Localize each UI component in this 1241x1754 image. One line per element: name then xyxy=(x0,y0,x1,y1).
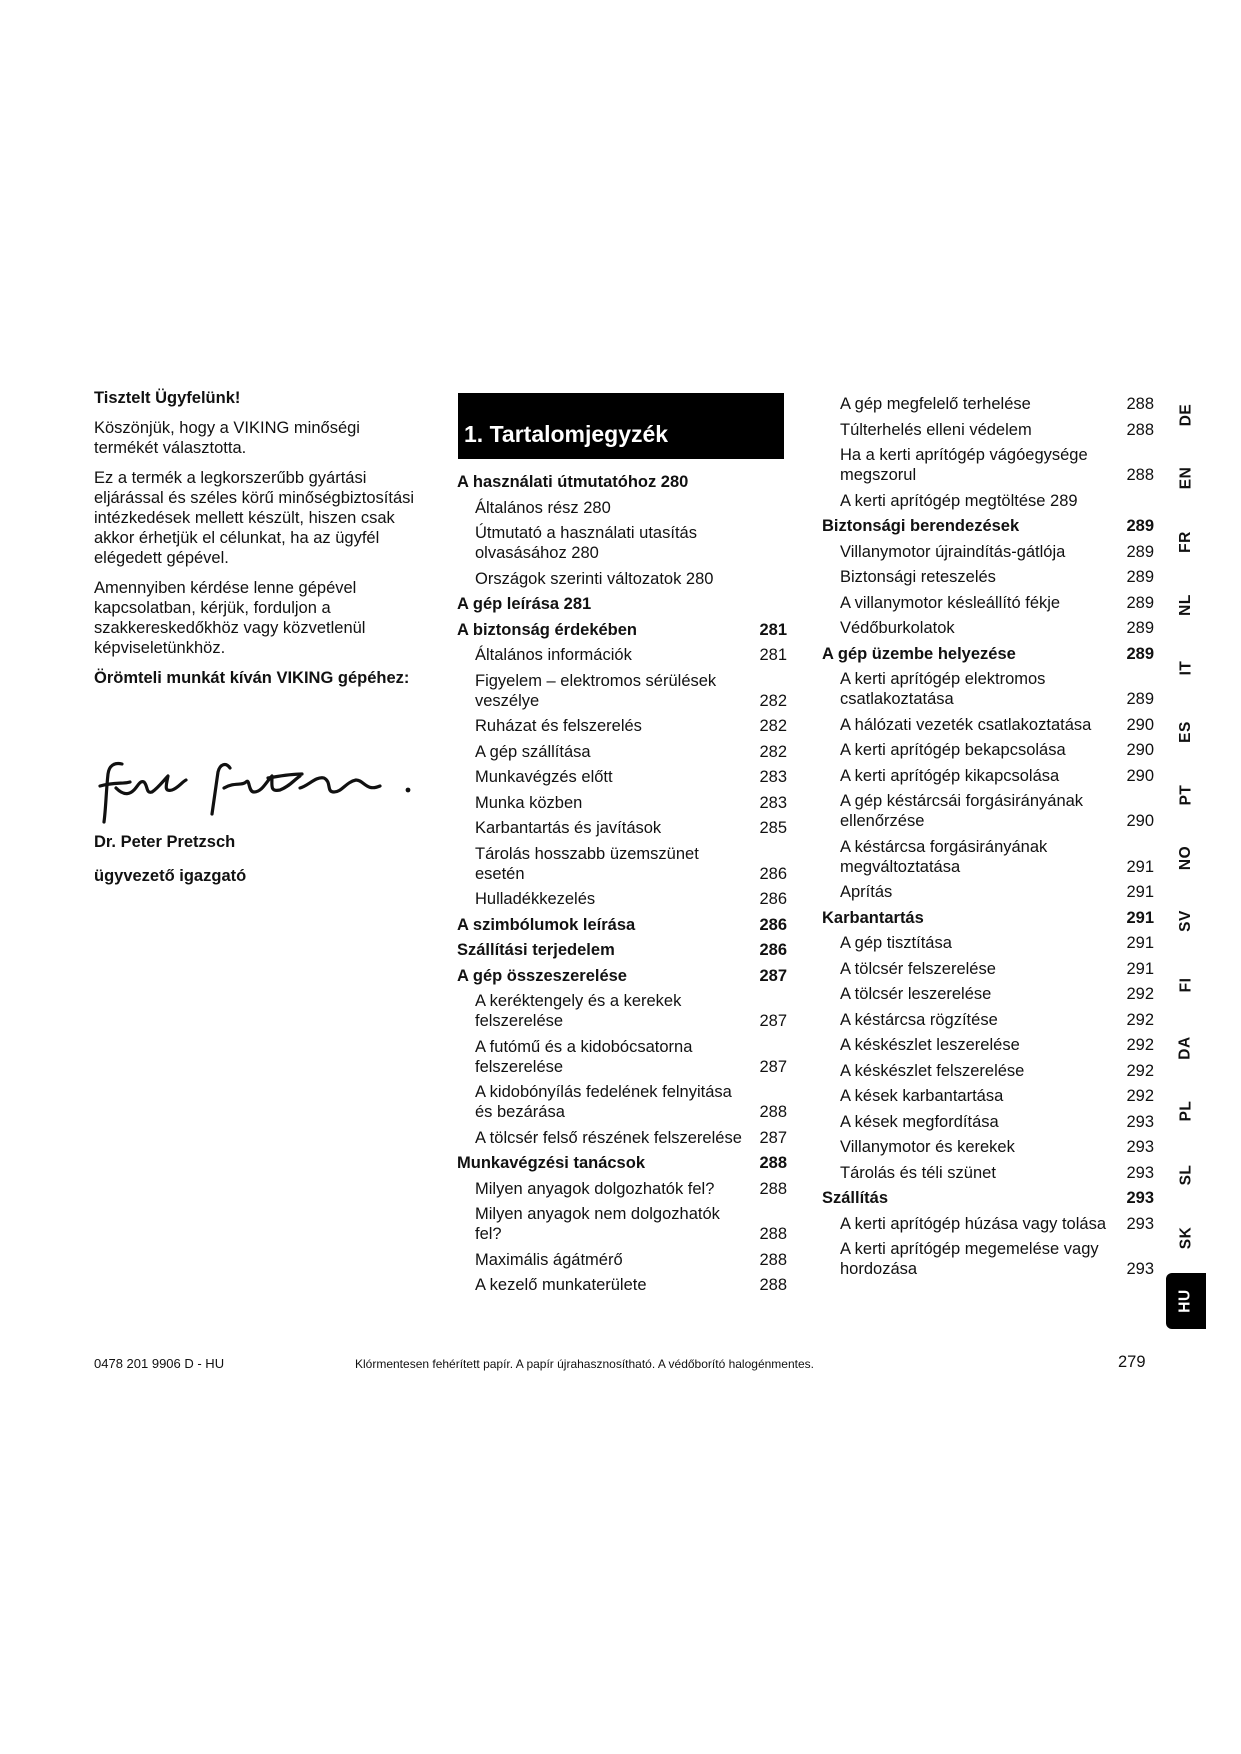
toc-entry-title: Hulladékkezelés xyxy=(475,890,596,908)
letter-paragraph-3: Amennyiben kérdése lenne gépével kapcsolatban, kérjük, forduljon a szakkereskedőkhöz vagy közvetlenül képviseletünkhöz. xyxy=(94,579,366,657)
toc-subsection-entry xyxy=(457,498,787,518)
toc-entry-page: 286 xyxy=(759,864,787,883)
footer-document-code: 0478 201 9906 D - HU xyxy=(94,1356,225,1371)
toc-entry-page: 287 xyxy=(759,1128,787,1147)
language-tab-label: ES xyxy=(1177,720,1194,743)
language-tab-label: FR xyxy=(1176,530,1194,553)
toc-entry-title: Milyen anyagok nem dolgozhatók fel? xyxy=(475,1205,720,1243)
toc-entry-page: 286 xyxy=(759,890,787,908)
toc-subsection-entry xyxy=(822,959,1154,979)
language-tab-de xyxy=(1166,395,1206,435)
toc-entry-title: A szimbólumok leírása xyxy=(457,915,636,934)
toc-subsection-entry xyxy=(457,716,787,736)
toc-subsection-entry xyxy=(457,742,787,762)
toc-subsection-entry xyxy=(457,1250,787,1270)
footer-page-number: 279 xyxy=(1118,1353,1146,1371)
toc-entry-page: 289 xyxy=(1126,644,1154,663)
toc-subsection-entry xyxy=(822,445,1154,485)
toc-subsection-entry xyxy=(822,740,1154,760)
toc-entry-title: Általános információk xyxy=(475,646,632,664)
language-tab-label: HU xyxy=(1176,1289,1194,1313)
toc-subsection-entry xyxy=(822,1061,1154,1081)
toc-section-entry xyxy=(457,940,787,960)
toc-entry-page: 288 xyxy=(1126,395,1154,413)
toc-entry-title: A futómű és a kidobócsatorna felszerelése xyxy=(475,1037,693,1076)
language-tab-label: NO xyxy=(1177,845,1194,871)
toc-entry-title: A gép szállítása xyxy=(475,742,591,761)
toc-subsection-entry xyxy=(457,767,787,787)
toc-entry-title: A gép tisztítása xyxy=(840,934,952,952)
language-tab-hu xyxy=(1166,1273,1206,1329)
toc-entry-page: 289 xyxy=(1126,517,1154,535)
letter-paragraph-2: Ez a termék a legkorszerűbb gyártási eljárással és széles körű minőségbiztosítási intézkedések mellett készült, hiszen csak akkor érhetjük el célunkat, ha az ügyfél elégedett gépével. xyxy=(94,469,415,567)
toc-subsection-entry xyxy=(457,523,787,563)
toc-subsection-entry xyxy=(822,1010,1154,1030)
toc-section-entry xyxy=(822,908,1154,928)
toc-entry-title: A tölcsér leszerelése xyxy=(840,985,992,1003)
toc-entry-page: 292 xyxy=(1126,1087,1154,1105)
toc-section-entry xyxy=(822,516,1154,536)
toc-entry-title: Villanymotor és kerekek xyxy=(840,1138,1015,1156)
toc-subsection-entry xyxy=(457,1082,787,1122)
toc-subsection-entry xyxy=(822,715,1154,735)
toc-entry-page: 288 xyxy=(759,1179,787,1198)
letter-closing: Örömteli munkát kíván VIKING gépéhez: xyxy=(94,669,410,687)
language-tab-no xyxy=(1166,838,1206,878)
toc-entry-page: 288 xyxy=(759,1276,787,1294)
toc-entry-page: 288 xyxy=(759,1103,787,1121)
toc-entry-page: 289 xyxy=(1126,542,1154,561)
toc-section-entry xyxy=(457,1153,787,1173)
toc-entry-page: 291 xyxy=(1126,908,1154,927)
language-tab-label: PT xyxy=(1177,784,1194,806)
toc-column-middle xyxy=(457,472,787,1301)
toc-entry-title: A gép leírása 281 xyxy=(457,595,592,613)
language-tab-sl xyxy=(1166,1155,1206,1195)
toc-section-entry xyxy=(457,966,787,986)
toc-subsection-entry xyxy=(457,1037,787,1077)
language-tab-sv xyxy=(1166,901,1206,941)
toc-entry-page: 286 xyxy=(759,941,787,959)
signer-role: ügyvezető igazgató xyxy=(94,867,247,885)
toc-heading: 1. Tartalomjegyzék xyxy=(464,421,669,447)
language-tab-label: EN xyxy=(1176,467,1194,490)
toc-subsection-entry xyxy=(457,1275,787,1295)
language-tab-pt xyxy=(1166,775,1206,815)
toc-entry-title: Figyelem – elektromos sérülések veszélye xyxy=(475,671,717,710)
toc-entry-title: Munkavégzési tanácsok xyxy=(457,1154,645,1172)
toc-entry-page: 291 xyxy=(1126,959,1154,978)
toc-entry-title: Biztonsági berendezések xyxy=(822,517,1020,535)
toc-entry-title: Tárolás hosszabb üzemszünet esetén xyxy=(475,844,699,883)
language-tab-label: DE xyxy=(1176,403,1194,427)
toc-entry-page: 282 xyxy=(759,742,787,761)
toc-entry-page: 292 xyxy=(1126,1010,1154,1029)
toc-section-entry xyxy=(822,644,1154,664)
toc-subsection-entry xyxy=(822,791,1154,831)
toc-entry-title: A késkészlet felszerelése xyxy=(840,1061,1025,1080)
toc-entry-title: A kidobónyílás fedelének felnyitása és bezárása xyxy=(475,1083,732,1121)
toc-entry-title: A kerti aprítógép elektromos csatlakoztatása xyxy=(840,670,1046,708)
toc-entry-page: 281 xyxy=(759,620,787,639)
language-tab-label: DA xyxy=(1176,1036,1194,1060)
toc-entry-title: A tölcsér felső részének felszerelése xyxy=(475,1128,742,1147)
toc-entry-page: 293 xyxy=(1126,1260,1154,1278)
language-tab-label: SL xyxy=(1177,1164,1194,1185)
toc-subsection-entry xyxy=(822,618,1154,638)
toc-entry-page: 287 xyxy=(759,1012,787,1030)
toc-entry-title: A gép késtárcsái forgásirányának ellenőrzése xyxy=(840,792,1084,830)
toc-entry-title: A kerti aprítógép megemelése vagy hordozása xyxy=(840,1240,1099,1278)
toc-entry-title: Országok szerinti változatok 280 xyxy=(475,569,714,588)
toc-entry-title: A kezelő munkaterülete xyxy=(475,1276,647,1294)
toc-subsection-entry xyxy=(457,1204,787,1244)
toc-entry-title: Villanymotor újraindítás-gátlója xyxy=(840,542,1066,561)
toc-subsection-entry xyxy=(822,984,1154,1004)
footer-paper-note: Klórmentesen fehérített papír. A papír újrahasznosítható. A védőborító halogénmentes. xyxy=(355,1357,814,1371)
toc-entry-page: 286 xyxy=(759,915,787,934)
toc-entry-page: 293 xyxy=(1126,1138,1154,1156)
toc-entry-title: Milyen anyagok dolgozhatók fel? xyxy=(475,1179,715,1198)
toc-entry-title: Munkavégzés előtt xyxy=(475,768,613,786)
toc-subsection-entry xyxy=(822,669,1154,709)
language-tab-label: PL xyxy=(1177,1100,1194,1122)
toc-entry-page: 282 xyxy=(759,717,787,735)
toc-entry-title: A késkészlet leszerelése xyxy=(840,1036,1020,1054)
toc-entry-page: 289 xyxy=(1126,593,1154,612)
language-tab-es xyxy=(1166,712,1206,752)
toc-section-entry xyxy=(822,1188,1154,1208)
letter-paragraph-1: Köszönjük, hogy a VIKING minőségi termékét választotta. xyxy=(94,419,360,457)
toc-entry-title: Maximális ágátmérő xyxy=(475,1250,623,1269)
toc-entry-title: A kések megfordítása xyxy=(840,1112,999,1131)
toc-entry-page: 289 xyxy=(1126,690,1154,708)
toc-entry-title: Védőburkolatok xyxy=(840,619,955,637)
toc-entry-page: 283 xyxy=(759,793,787,812)
toc-entry-page: 281 xyxy=(759,646,787,664)
toc-entry-page: 288 xyxy=(759,1154,787,1172)
toc-entry-page: 287 xyxy=(759,1057,787,1076)
toc-subsection-entry xyxy=(822,1239,1154,1279)
toc-entry-title: Szállítási terjedelem xyxy=(457,941,615,959)
toc-entry-page: 289 xyxy=(1126,568,1154,586)
toc-subsection-entry xyxy=(822,1035,1154,1055)
letter-greeting: Tisztelt Ügyfelünk! xyxy=(94,389,241,407)
toc-subsection-entry xyxy=(822,1112,1154,1132)
toc-entry-page: 292 xyxy=(1126,985,1154,1003)
toc-entry-title: Aprítás xyxy=(840,883,893,901)
toc-subsection-entry xyxy=(457,1128,787,1148)
toc-entry-page: 287 xyxy=(759,966,787,985)
toc-entry-title: A használati útmutatóhoz 280 xyxy=(457,473,689,491)
toc-entry-title: A gép összeszerelése xyxy=(457,966,627,985)
language-tab-label: NL xyxy=(1176,594,1194,616)
language-tab-sk xyxy=(1166,1218,1206,1258)
toc-entry-page: 291 xyxy=(1126,857,1154,876)
toc-entry-page: 292 xyxy=(1126,1036,1154,1054)
toc-entry-title: Szállítás xyxy=(822,1189,889,1207)
toc-subsection-entry xyxy=(457,1179,787,1199)
toc-entry-title: Útmutató a használati utasítás olvasásához 280 xyxy=(475,524,697,562)
toc-subsection-entry xyxy=(822,593,1154,613)
toc-subsection-entry xyxy=(822,567,1154,587)
toc-entry-title: A tölcsér felszerelése xyxy=(840,959,996,978)
toc-entry-title: A keréktengely és a kerekek felszerelése xyxy=(475,992,682,1030)
toc-entry-page: 291 xyxy=(1126,934,1154,952)
toc-subsection-entry xyxy=(457,645,787,665)
toc-entry-title: A gép üzembe helyezése xyxy=(822,644,1016,663)
toc-subsection-entry xyxy=(822,882,1154,902)
language-tab-fi xyxy=(1166,965,1206,1005)
toc-subsection-entry xyxy=(457,793,787,813)
toc-subsection-entry xyxy=(457,671,787,711)
toc-entry-title: A kerti aprítógép kikapcsolása xyxy=(840,766,1060,785)
language-tab-da xyxy=(1166,1028,1206,1068)
toc-column-right xyxy=(822,394,1154,1285)
toc-entry-title: Ha a kerti aprítógép vágóegysége megszorul xyxy=(840,446,1088,484)
language-tab-label: FI xyxy=(1177,977,1194,993)
language-tab-label: IT xyxy=(1177,660,1194,676)
toc-section-entry xyxy=(457,472,787,492)
toc-entry-page: 290 xyxy=(1126,812,1154,830)
toc-subsection-entry xyxy=(822,420,1154,440)
toc-entry-title: Általános rész 280 xyxy=(475,498,611,517)
toc-entry-title: Munka közben xyxy=(475,793,583,812)
toc-entry-page: 290 xyxy=(1126,715,1154,734)
language-tab-pl xyxy=(1166,1091,1206,1131)
toc-subsection-entry xyxy=(457,991,787,1031)
toc-entry-title: Karbantartás és javítások xyxy=(475,819,662,837)
toc-entry-page: 293 xyxy=(1126,1163,1154,1182)
toc-entry-page: 285 xyxy=(759,819,787,837)
toc-subsection-entry xyxy=(457,889,787,909)
toc-subsection-entry xyxy=(822,1086,1154,1106)
toc-entry-title: A kerti aprítógép bekapcsolása xyxy=(840,741,1066,759)
toc-subsection-entry xyxy=(457,569,787,589)
toc-entry-page: 283 xyxy=(759,768,787,786)
toc-entry-page: 293 xyxy=(1126,1189,1154,1207)
toc-entry-page: 288 xyxy=(759,1250,787,1269)
toc-entry-title: Ruházat és felszerelés xyxy=(475,717,642,735)
toc-entry-page: 290 xyxy=(1126,741,1154,759)
toc-section-entry xyxy=(457,620,787,640)
toc-entry-title: A villanymotor késleállító fékje xyxy=(840,593,1061,612)
language-tab-en xyxy=(1166,458,1206,498)
toc-entry-title: A kerti aprítógép húzása vagy tolása xyxy=(840,1214,1106,1233)
toc-entry-page: 288 xyxy=(759,1225,787,1243)
welcome-letter xyxy=(94,388,424,698)
toc-subsection-entry xyxy=(822,1137,1154,1157)
toc-entry-page: 282 xyxy=(759,691,787,710)
language-tab-label: SV xyxy=(1177,910,1194,933)
toc-subsection-entry xyxy=(822,394,1154,414)
toc-entry-title: Túlterhelés elleni védelem xyxy=(840,420,1032,439)
toc-entry-title: A biztonság érdekében xyxy=(457,620,638,639)
toc-subsection-entry xyxy=(822,1214,1154,1234)
toc-subsection-entry xyxy=(822,837,1154,877)
handwritten-signature xyxy=(94,752,424,824)
toc-entry-title: Tárolás és téli szünet xyxy=(840,1163,996,1182)
toc-entry-page: 288 xyxy=(1126,420,1154,439)
toc-subsection-entry xyxy=(822,1163,1154,1183)
toc-entry-title: Karbantartás xyxy=(822,908,924,927)
language-tab-label: SK xyxy=(1176,1226,1194,1250)
language-tab-it xyxy=(1166,648,1206,688)
language-tab-fr xyxy=(1166,522,1206,562)
toc-entry-title: A gép megfelelő terhelése xyxy=(840,395,1031,413)
toc-subsection-entry xyxy=(457,818,787,838)
toc-entry-title: A hálózati vezeték csatlakoztatása xyxy=(840,715,1092,734)
toc-entry-title: A késtárcsa rögzítése xyxy=(840,1010,998,1029)
toc-entry-page: 293 xyxy=(1126,1112,1154,1131)
toc-subsection-entry xyxy=(822,542,1154,562)
toc-entry-page: 293 xyxy=(1126,1214,1154,1233)
language-tab-nl xyxy=(1166,585,1206,625)
toc-entry-title: A kések karbantartása xyxy=(840,1087,1004,1105)
toc-entry-page: 288 xyxy=(1126,466,1154,484)
toc-subsection-entry xyxy=(822,491,1154,511)
signer-name: Dr. Peter Pretzsch xyxy=(94,833,236,851)
toc-entry-title: A késtárcsa forgásirányának megváltoztatása xyxy=(840,837,1048,876)
toc-entry-page: 289 xyxy=(1126,619,1154,637)
toc-section-entry xyxy=(457,594,787,614)
toc-subsection-entry xyxy=(457,844,787,884)
toc-subsection-entry xyxy=(822,933,1154,953)
toc-entry-page: 291 xyxy=(1126,883,1154,901)
toc-entry-page: 290 xyxy=(1126,766,1154,785)
toc-entry-title: A kerti aprítógép megtöltése 289 xyxy=(840,491,1078,510)
toc-heading-box xyxy=(458,393,784,459)
toc-subsection-entry xyxy=(822,766,1154,786)
toc-entry-page: 292 xyxy=(1126,1061,1154,1080)
toc-section-entry xyxy=(457,915,787,935)
toc-entry-title: Biztonsági reteszelés xyxy=(840,568,996,586)
